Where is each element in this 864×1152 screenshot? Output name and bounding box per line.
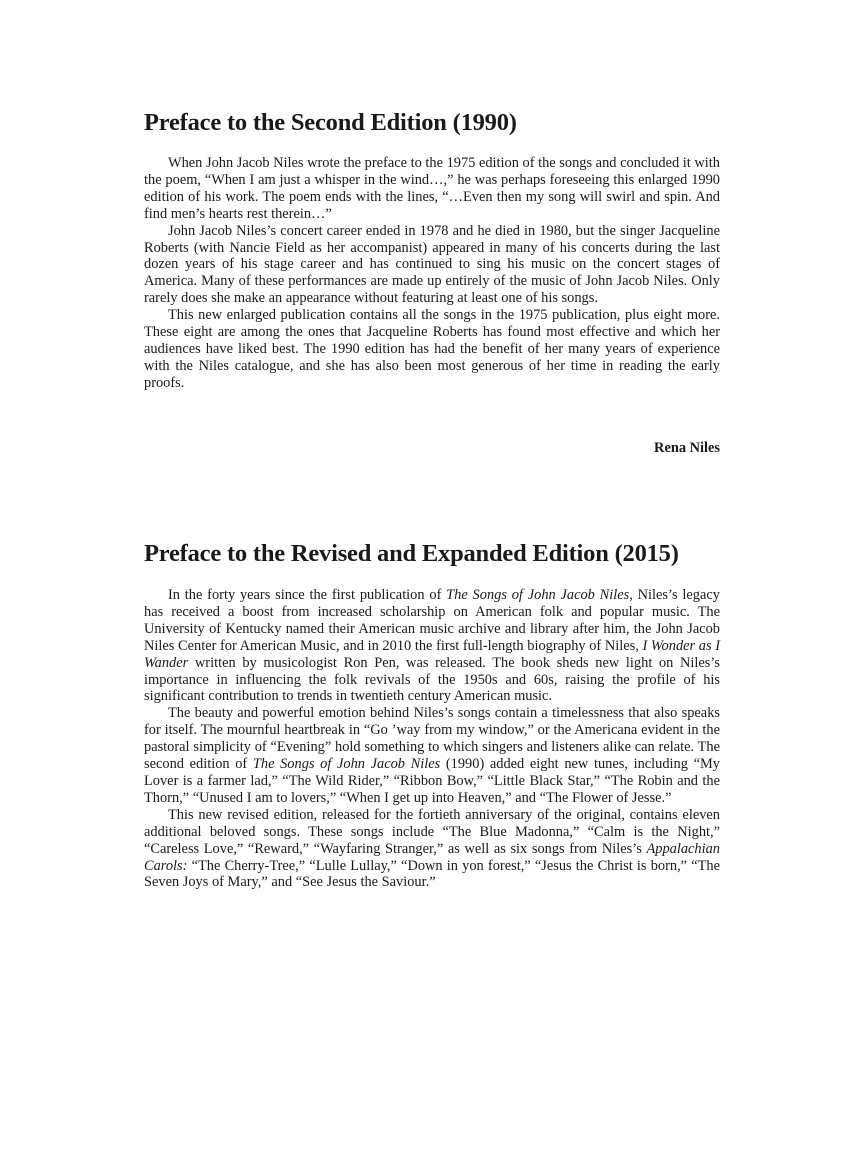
paragraph: This new enlarged publication contains all the songs in the 1975 publication, plus eight more. These eight are among the ones that Jacqueline Roberts has found most effective and which her audiences have liked best. The 1990 edition has had the benefit of her many years of experience with the Niles catalogue, and she has also been most generous of her time in reading the early proofs.: [144, 307, 720, 391]
signature: Rena Niles: [654, 440, 720, 456]
text-run: “The Cherry-Tree,” “Lulle Lullay,” “Down in yon forest,” “Jesus the Christ is born,” “The Seven Joys of Mary,” and “See Jesus the Saviour.”: [144, 857, 720, 891]
book-title: The Songs of John Jacob Niles: [446, 587, 630, 603]
section-title-revised-edition: Preface to the Revised and Expanded Edition (2015): [144, 540, 679, 567]
text-run: This new revised edition, released for the fortieth anniversary of the original, contains eleven additional beloved songs. These songs include “The Blue Madonna,” “Calm is the Night,” “Careless Love,” “Reward,” “Wayfaring Stranger,” as well as six songs from Niles’s: [144, 806, 720, 857]
paragraph: John Jacob Niles’s concert career ended in 1978 and he died in 1980, but the singer Jacqueline Roberts (with Nancie Field as her accompanist) appeared in many of his concerts during the last dozen years of his stage career and has continued to sing his music on the concert stages of America. Many of these performances are made up entirely of the music of John Jacob Niles. Only rarely does she make an appearance without featuring at least one of his songs.: [144, 222, 720, 307]
book-title: The Songs of John Jacob Niles: [252, 756, 441, 773]
text-run: (1990) added eight new tunes, including “My Lover is a farmer lad,” “The Wild Rider,” “Ribbon Bow,” “Little Black Star,” “The Robin and the Thorn,” “Unused I am to lovers,” “When I get up into Heaven,” and “The Flower of Jesse.”: [144, 756, 720, 806]
text-run: , Niles’s legacy has received a boost from increased scholarship on American folk and popular music. The University of Kentucky named their American music archive and library after him, the John Jacob Niles Center for American Music, and in 2010 the first full-length biography of Niles,: [144, 587, 720, 654]
section-body-revised-edition: [144, 587, 720, 891]
section-body-second-edition: [144, 155, 720, 392]
section-title-second-edition: Preface to the Second Edition (1990): [144, 109, 517, 136]
paragraph: [144, 807, 720, 892]
book-title: I Wonder as I Wander: [144, 637, 720, 671]
paragraph: [144, 587, 720, 705]
book-title: Appalachian Carols:: [144, 840, 720, 874]
text-run: written by musicologist Ron Pen, was released. The book sheds new light on Niles’s importance in influencing the folk revivals of the 1950s and 60s, raising the profile of his significant contribution to trends in twentieth century American music.: [144, 654, 720, 705]
text-run: The beauty and powerful emotion behind Niles’s songs contain a timelessness that also speaks for itself. The mournful heartbreak in “Go ’way from my window,” or the Americana evident in the pastoral simplicity of “Evening” hold something to which singers and listeners alike can relate. The second edition of: [144, 705, 720, 773]
paragraph: When John Jacob Niles wrote the preface to the 1975 edition of the songs and concluded it with the poem, “When I am just a whisper in the wind…,” he was perhaps foreseeing this enlarged 1990 edition of his work. The poem ends with the lines, “…Even then my song will swirl and spin. And find men’s hearts rest therein…”: [144, 155, 720, 222]
text-run: In the forty years since the first publication of: [168, 587, 447, 603]
paragraph: [144, 705, 720, 806]
